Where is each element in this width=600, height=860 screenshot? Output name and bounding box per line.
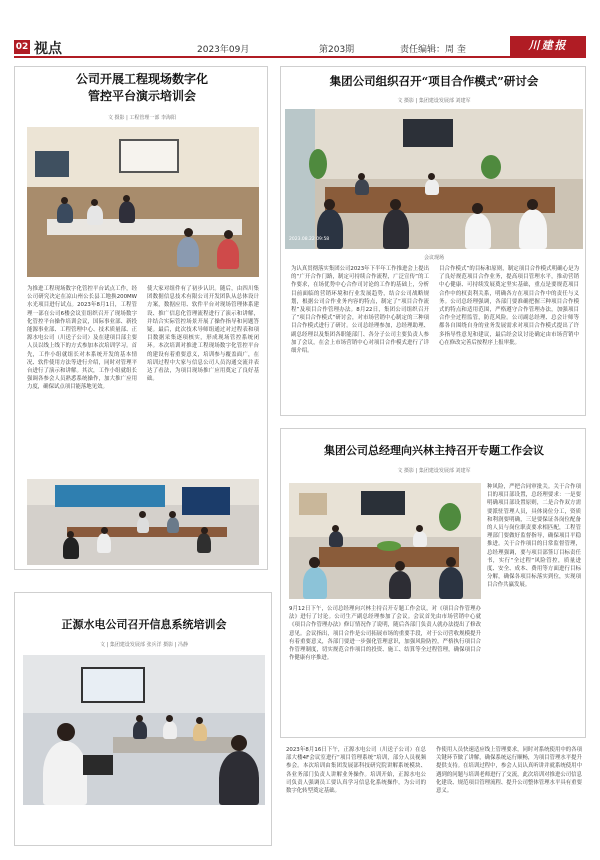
article-title: 集团公司组织召开“项目合作模式”研讨会 — [329, 74, 539, 88]
article-body-col1: 为认真贯彻落实集团公司2023年下半年工作推进会上提出的“广开合作门路，制定可持续合作流程，广泛宣传”的工作要求，在场优势中心合作司讨论的工作的基础上，分析目前面临的营销环境和行业发展趋势，结合公司战略规划，根据公司合作业务内容的特点，制定了“项目合作流程”及项目合作管理办法。8月22日，集团公司组织召开了“项目合作模式”研讨会，对市场营销中心制定的三种项目合作模式进行了研讨。公司总经理参加，总经理助理、副总经理以及集团各职能部门、各分子公司主要负责人参加了会议，在会上市场营销中心对项目合作模式进行了详细介绍。 — [291, 266, 429, 355]
article-title — [15, 71, 269, 105]
article-title-line2: 管控平台演示培训会 — [87, 89, 196, 103]
photo-caption: 会议现场 — [423, 255, 444, 261]
page-number: 02 — [15, 42, 29, 52]
page-header — [14, 38, 586, 58]
article-body-col1: 为推进工程现场数字化管控平台试点工作，经公司研究决定在凉山州公长县工地换200MW水光项目进行试点。2023年8月1日，工程管理一部在公司6楼会议室组织召开了现场数字化管控平台操作培训会议，国际事业部、新投能源事业部、工程管理中心、技术质量部、正源水电公司（川送子公司）及在建项目部主要人员以线上线下的方式参加本次培训学习。首先，工作小组就组长对本系统开发的基本情况、软件使用方法等进行介绍，同时对管理平台进行了演示和讲解。其次，工作小组就组长强调各参会人员熟悉系统操作，加大推广应用力度，确保试点项目能落地见效。 — [27, 286, 137, 391]
article-body-col2: 种风险，严把合同审批关。关于合作项目的项目部设置，总经理要求：一是要明确项目部设置原则，二是合作双方需要派驻管理人员，具体岗位分工，资质和利润要明确，三是要保证各岗位配备的人员与岗位职责要求相匹配，工程管理部门要做好监督指导，确保项目平稳推进。关于合作项目的日常监督管理，总经理强调，要与项目部签订目标责任书，实行“全过程”风险管控，质量进度、安全、成本、费用等方面进行目标分解，确保各项目标落实到位，实现项目合作共赢发展。 — [487, 484, 581, 589]
system-training-photo — [23, 655, 265, 805]
article-title: 正源水电公司召开信息系统培训会 — [61, 618, 227, 631]
system-training-body-col1: 2023年8月16日下午，正源水电公司（川送子公司）在总部大楼4F会议室进行“项目管理系统”培训，部分人员视频参会。本次培训由集团发展部科技研究院讲解系统模块、各业务部门负责人讲解业务操作。培训开始，正源水电公司负责人强调员工要认真学习信息化系统操作，为公司的数字化转型奠定基础。 — [286, 747, 426, 795]
article-body-col1: 9月12日下午，公司总经理向兴林主持召开专题工作会议，对《项目合作管理办法》进行了讨论。公司生产副总经理参加了会议。会议首先由市场营销中心就《项目合作管理办法》修订情况作了说明，随后各部门负责人就办法提出了修改意见。会议指出，项目合作是公司拓展市场的重要手段，对于公司营收规模提升有着重要意义，各部门要进一步强化管理意识，加强风险防控，严格执行项目合作管理制度，切实规范合作项目的投资、施工、结算等全过程管理，确保项目合作健康有序推进。 — [289, 606, 481, 662]
section-name: 视点 — [34, 41, 62, 57]
issue-number: 第203期 — [319, 45, 355, 55]
special-meeting-photo — [289, 483, 481, 599]
article-byline: 文 摄影 | 工程管理一部 李海阳 — [107, 115, 177, 121]
article-byline: 文 摄影 | 集团建设发展部 刘建军 — [397, 468, 471, 474]
article-special-meeting — [280, 428, 586, 738]
issue-date: 2023年09月 — [197, 45, 250, 55]
meeting-photo — [27, 479, 259, 565]
article-title: 集团公司总经理向兴林主持召开专题工作会议 — [324, 444, 544, 457]
article-title-line1: 公司开展工程现场数字化 — [75, 72, 208, 86]
article-byline: 文 | 集团建设发展部 张兵洋 摄影 | 冯静 — [100, 642, 188, 648]
newspaper-logo: 川建报 — [510, 36, 586, 56]
article-system-training — [14, 592, 272, 846]
article-digital-platform — [14, 66, 268, 570]
system-training-body-col2: 作使用人员快速适应线上管理要求，同时对系统使用中的各项关键环节做了讲解，确保系统运行顺畅，为项目管理水平提升提供支持。在培训过程中，参会人员认真听讲并就系统使用中遇到的问题与培训老师进行了交流，此次培训对推进公司信息化建设、规范项目管理流程、提升公司整体管理水平具有重要意义。 — [436, 747, 582, 795]
article-cooperation-seminar — [280, 66, 586, 416]
article-byline: 文 摄影 | 集团建设发展部 刘建军 — [397, 98, 471, 104]
seminar-photo — [285, 109, 583, 249]
training-room-photo — [27, 127, 259, 277]
photo-timestamp: 2023.08.22 09:58 — [289, 237, 330, 242]
article-body-col2: 使大家对组件有了初步认识。随后，由四川集团数据信息技术有限公司开发团队从总体设计方案，数据应用、软件平台对现场管理体系建设、推广信息化管理流程进行了演示和讲解，并结合实际管控场景开展了操作指导和问题答疑。最后，此次技术导师组通过对过程表和项目数据采集逐项核实，形成现场管控系统闭环。本次培训对推进工程现场数字化管控平台的建设有着重要意义，培训参与覆盖面广，在培训过程中大家与信息公司人员沟通交流并表达了看法，为项目现场推广应用奠定了良好基础。 — [147, 286, 259, 383]
article-body-col2: 目合作模式”的目标和原则，制定项目合作模式明确心是为了良好规范项目合作业务，提高项目管理水平，推动营销中心健康、可持续发展奠定坚实基础，重点是要规范项目合作中的权责利关系，明确各方在项目合作中的责任与义务。公司总经理强调，各部门要准确把握三种项目合作模式的特点和适用范围，严格遵守合作管理办法，加强项目合作全过程监管，防范风险。公司副总经理、总会计师等都各自围绕自身的业务发展需求对项目合作模式提出了许多指导性意见和建议，最后经会议讨论确定由市场营销中心在修改完善后按程序上报审批。 — [439, 266, 579, 346]
editor-credit: 责任编辑：周 奎 — [400, 45, 466, 55]
